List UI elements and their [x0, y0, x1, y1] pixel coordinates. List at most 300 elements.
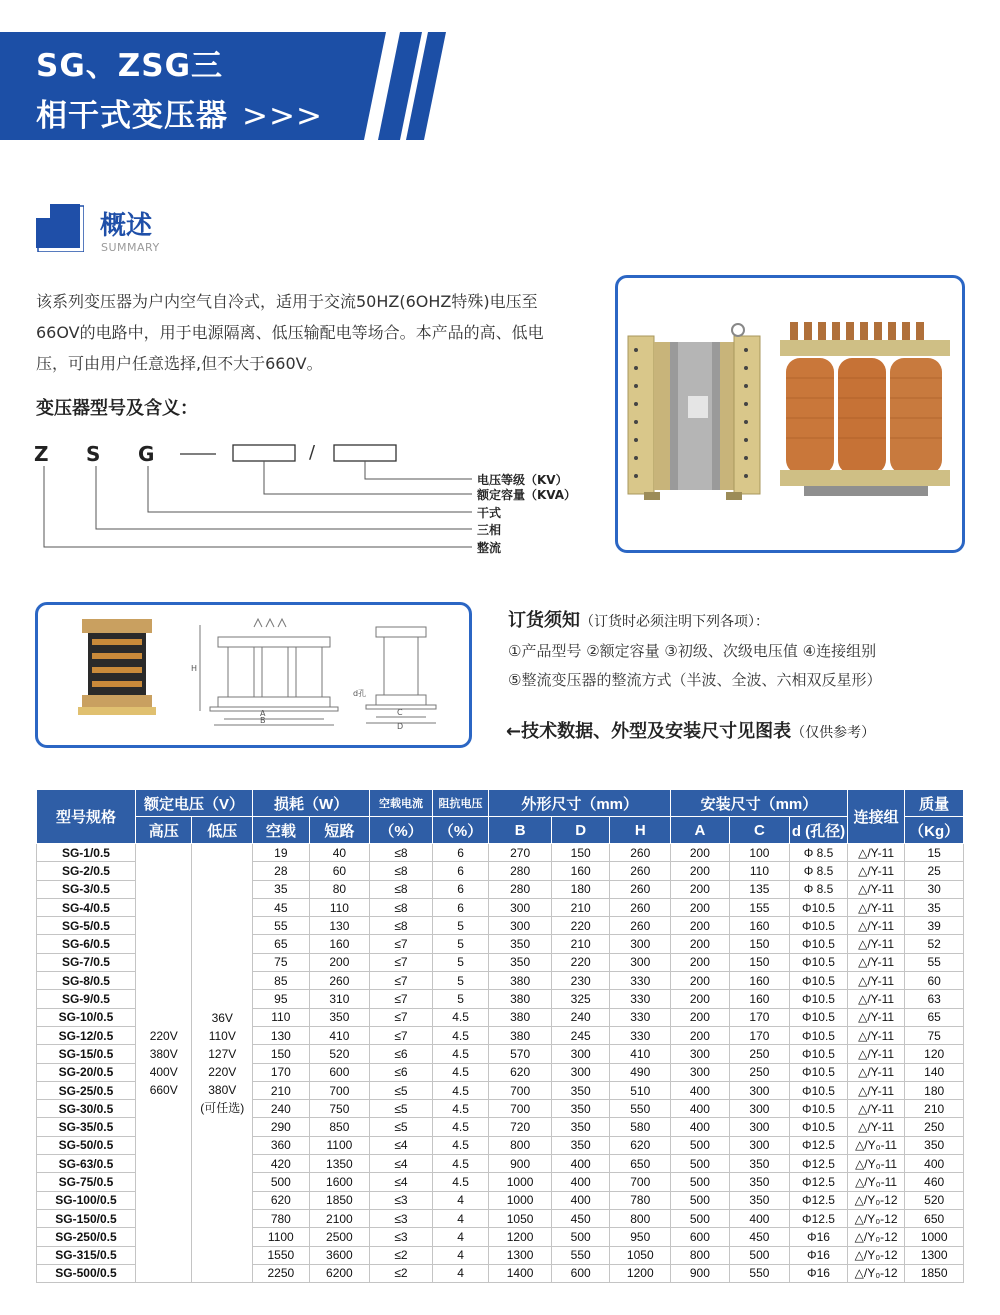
table-cell: 6	[432, 844, 489, 862]
table-cell: SG-9/0.5	[37, 990, 136, 1008]
table-cell: SG-63/0.5	[37, 1155, 136, 1173]
table-cell: ≤7	[370, 972, 433, 990]
table-cell: 200	[671, 898, 730, 916]
table-cell: 5	[432, 953, 489, 971]
table-header-row	[37, 790, 964, 817]
order-title-text: 订货须知	[508, 610, 580, 631]
table-cell: 290	[253, 1118, 310, 1136]
summary-line: 该系列变压器为户内空气自冷式，适用于交流50HZ(6OHZ特殊)电压至	[36, 292, 538, 311]
table-cell: 245	[551, 1026, 610, 1044]
table-cell: 550	[610, 1100, 671, 1118]
th-kg: （Kg）	[905, 817, 964, 844]
table-cell: △/Y-11	[847, 935, 905, 953]
th-mass: 质量	[905, 790, 964, 817]
table-cell: 65	[253, 935, 310, 953]
th-outline-size: 外形尺寸（mm）	[489, 790, 671, 817]
table-cell: 4	[432, 1228, 489, 1246]
table-cell: 1400	[489, 1264, 552, 1282]
table-cell: 4.5	[432, 1118, 489, 1136]
table-cell: Φ 8.5	[790, 844, 848, 862]
table-cell: ≤2	[370, 1246, 433, 1264]
table-cell: 350	[729, 1191, 790, 1209]
table-cell: 1000	[489, 1173, 552, 1191]
outline-drawing	[38, 605, 469, 745]
table-cell: 650	[610, 1155, 671, 1173]
table-cell: 30	[905, 880, 964, 898]
dim-label-a: A	[260, 709, 266, 718]
table-cell: SG-35/0.5	[37, 1118, 136, 1136]
table-cell: 850	[309, 1118, 370, 1136]
dim-label-d: D	[397, 722, 404, 731]
th-low-voltage: 低压	[192, 817, 253, 844]
table-cell: 110	[309, 898, 370, 916]
high-voltage-value: 400V	[149, 1065, 178, 1080]
table-cell: 260	[610, 898, 671, 916]
table-cell: 550	[551, 1246, 610, 1264]
table-cell: 6	[432, 880, 489, 898]
table-cell: 700	[309, 1081, 370, 1099]
table-cell: 120	[905, 1045, 964, 1063]
outline-drawing-frame	[35, 602, 472, 748]
banner-arrows: >>>	[242, 98, 323, 134]
table-cell: ≤3	[370, 1228, 433, 1246]
table-cell: Φ10.5	[790, 1100, 848, 1118]
table-cell: 4.5	[432, 1155, 489, 1173]
table-cell: 400	[671, 1118, 730, 1136]
table-cell: 45	[253, 898, 310, 916]
high-voltage-cell	[135, 844, 192, 1283]
banner-title-line1: SG、ZSG三	[36, 48, 224, 84]
table-cell: 300	[729, 1136, 790, 1154]
table-cell: 350	[729, 1173, 790, 1191]
table-cell: 4.5	[432, 1063, 489, 1081]
table-cell: 65	[905, 1008, 964, 1026]
table-cell: 210	[551, 935, 610, 953]
table-cell: 200	[671, 862, 730, 880]
th-high-voltage: 高压	[135, 817, 192, 844]
table-cell: 780	[253, 1209, 310, 1227]
table-cell: ≤4	[370, 1173, 433, 1191]
table-cell: 700	[489, 1081, 552, 1099]
table-cell: 400	[905, 1155, 964, 1173]
table-cell: 150	[551, 844, 610, 862]
table-cell: SG-150/0.5	[37, 1209, 136, 1227]
table-cell: 1050	[489, 1209, 552, 1227]
model-letter-z: Z	[34, 442, 49, 466]
table-cell: SG-1/0.5	[37, 844, 136, 862]
table-cell: 210	[253, 1081, 310, 1099]
table-cell: ≤8	[370, 880, 433, 898]
th-no-load: 空载	[253, 817, 310, 844]
table-cell: 200	[671, 844, 730, 862]
th-c: C	[729, 817, 790, 844]
table-cell: 260	[610, 917, 671, 935]
table-cell: ≤4	[370, 1136, 433, 1154]
table-cell: 155	[729, 898, 790, 916]
table-cell: 200	[671, 953, 730, 971]
table-cell: 300	[610, 935, 671, 953]
header-banner	[0, 32, 450, 140]
dim-label-h: H	[191, 664, 198, 673]
table-cell: SG-20/0.5	[37, 1063, 136, 1081]
low-voltage-value: 127V	[208, 1047, 237, 1062]
table-cell: 350	[309, 1008, 370, 1026]
table-row	[37, 844, 964, 862]
table-cell: Φ16	[790, 1246, 848, 1264]
table-cell: 900	[671, 1264, 730, 1282]
table-cell: △/Y-11	[847, 1045, 905, 1063]
table-cell: 600	[671, 1228, 730, 1246]
table-cell: 300	[610, 953, 671, 971]
dim-label-d-hole: d孔	[353, 689, 367, 698]
table-cell: Φ10.5	[790, 1063, 848, 1081]
table-cell: 150	[729, 953, 790, 971]
table-cell: 55	[253, 917, 310, 935]
table-cell: 460	[905, 1173, 964, 1191]
table-cell: SG-315/0.5	[37, 1246, 136, 1264]
table-cell: 570	[489, 1045, 552, 1063]
table-cell: 380	[489, 972, 552, 990]
table-cell: 60	[905, 972, 964, 990]
table-cell: 400	[671, 1100, 730, 1118]
table-cell: 550	[729, 1264, 790, 1282]
table-cell: 85	[253, 972, 310, 990]
table-cell: Φ 8.5	[790, 862, 848, 880]
table-cell: 580	[610, 1118, 671, 1136]
table-cell: 330	[610, 990, 671, 1008]
table-cell: 800	[610, 1209, 671, 1227]
table-cell: 300	[671, 1045, 730, 1063]
table-cell: 15	[905, 844, 964, 862]
table-cell: Φ10.5	[790, 1008, 848, 1026]
tech-data-note	[506, 717, 875, 743]
table-cell: 500	[253, 1173, 310, 1191]
table-cell: ≤5	[370, 1118, 433, 1136]
model-label-dry: 干式	[477, 506, 502, 520]
table-cell: △/Y₀-11	[847, 1173, 905, 1191]
table-cell: ≤6	[370, 1045, 433, 1063]
table-cell: △/Y₀-12	[847, 1264, 905, 1282]
table-cell: 1000	[905, 1228, 964, 1246]
table-cell: ≤8	[370, 844, 433, 862]
low-voltage-value: (可任选)	[200, 1101, 245, 1116]
table-cell: 4	[432, 1209, 489, 1227]
table-cell: 160	[551, 862, 610, 880]
table-cell: 5	[432, 935, 489, 953]
th-percent-2: （%）	[432, 817, 489, 844]
table-cell: 600	[309, 1063, 370, 1081]
table-cell: 520	[905, 1191, 964, 1209]
table-cell: 6	[432, 862, 489, 880]
table-cell: 220	[551, 917, 610, 935]
table-cell: 500	[551, 1228, 610, 1246]
table-cell: 240	[253, 1100, 310, 1118]
table-cell: 110	[253, 1008, 310, 1026]
table-cell: Φ12.5	[790, 1136, 848, 1154]
table-cell: 280	[489, 880, 552, 898]
table-cell: △/Y-11	[847, 880, 905, 898]
table-cell: SG-50/0.5	[37, 1136, 136, 1154]
table-cell: 250	[905, 1118, 964, 1136]
transformer-photo	[618, 278, 962, 550]
table-cell: ≤2	[370, 1264, 433, 1282]
table-cell: 500	[671, 1191, 730, 1209]
table-cell: 800	[489, 1136, 552, 1154]
table-cell: SG-100/0.5	[37, 1191, 136, 1209]
table-cell: 210	[905, 1100, 964, 1118]
th-b: B	[489, 817, 552, 844]
table-cell: 300	[551, 1045, 610, 1063]
low-voltage-cell	[192, 844, 253, 1283]
table-cell: Φ10.5	[790, 917, 848, 935]
table-cell: 350	[905, 1136, 964, 1154]
table-cell: 260	[610, 844, 671, 862]
th-loss: 损耗（W）	[253, 790, 370, 817]
table-cell: 6200	[309, 1264, 370, 1282]
table-cell: 4	[432, 1264, 489, 1282]
order-title-note: （订货时必须注明下列各项）：	[580, 614, 769, 630]
tech-data-text: ←技术数据、外型及安装尺寸见图表	[506, 721, 792, 742]
table-cell: 200	[671, 1008, 730, 1026]
table-cell: △/Y-11	[847, 1100, 905, 1118]
table-cell: ≤8	[370, 898, 433, 916]
table-cell: 4.5	[432, 1136, 489, 1154]
table-cell: ≤3	[370, 1191, 433, 1209]
table-cell: 200	[671, 1026, 730, 1044]
table-cell: 4	[432, 1246, 489, 1264]
table-cell: ≤4	[370, 1155, 433, 1173]
table-cell: 350	[489, 953, 552, 971]
th-hole-diameter: d (孔径)	[790, 817, 848, 844]
table-cell: 330	[610, 972, 671, 990]
table-cell: 200	[671, 990, 730, 1008]
table-cell: 170	[729, 1008, 790, 1026]
table-cell: 130	[253, 1026, 310, 1044]
table-cell: 300	[489, 917, 552, 935]
table-cell: ≤8	[370, 862, 433, 880]
order-item-line: ①产品型号 ②额定容量 ③初级、次级电压值 ④连接组别	[508, 642, 877, 660]
table-cell: Φ10.5	[790, 990, 848, 1008]
table-cell: 410	[309, 1026, 370, 1044]
table-cell: 95	[253, 990, 310, 1008]
table-cell: 1300	[489, 1246, 552, 1264]
table-cell: 310	[309, 990, 370, 1008]
table-cell: 1200	[489, 1228, 552, 1246]
table-cell: 180	[905, 1081, 964, 1099]
table-cell: 260	[610, 862, 671, 880]
table-cell: 39	[905, 917, 964, 935]
table-cell: ≤5	[370, 1100, 433, 1118]
th-d: D	[551, 817, 610, 844]
model-slash: /	[309, 442, 316, 463]
table-cell: Φ 8.5	[790, 880, 848, 898]
tech-data-note-small: （仅供参考）	[791, 725, 876, 741]
table-cell: △/Y₀-12	[847, 1191, 905, 1209]
table-cell: 450	[551, 1209, 610, 1227]
table-cell: 75	[905, 1026, 964, 1044]
table-cell: SG-2/0.5	[37, 862, 136, 880]
table-cell: 350	[489, 935, 552, 953]
table-cell: 75	[253, 953, 310, 971]
table-cell: ≤7	[370, 1026, 433, 1044]
model-meaning-title: 变压器型号及含义：	[36, 398, 198, 419]
table-cell: ≤7	[370, 935, 433, 953]
th-install-size: 安装尺寸（mm）	[671, 790, 848, 817]
th-h: H	[610, 817, 671, 844]
table-cell: 5	[432, 990, 489, 1008]
table-cell: 300	[729, 1100, 790, 1118]
table-cell: 3600	[309, 1246, 370, 1264]
table-cell: 4.5	[432, 1081, 489, 1099]
table-cell: 5	[432, 972, 489, 990]
table-cell: 2500	[309, 1228, 370, 1246]
table-cell: △/Y-11	[847, 1008, 905, 1026]
table-cell: 500	[729, 1246, 790, 1264]
table-cell: ≤8	[370, 917, 433, 935]
dim-label-b: B	[260, 716, 266, 725]
table-cell: 4.5	[432, 1100, 489, 1118]
table-cell: 620	[489, 1063, 552, 1081]
table-cell: 620	[610, 1136, 671, 1154]
table-cell: 200	[671, 972, 730, 990]
th-rated-voltage: 额定电压（V）	[135, 790, 252, 817]
table-cell: Φ12.5	[790, 1191, 848, 1209]
table-cell: 1600	[309, 1173, 370, 1191]
table-cell: 160	[729, 917, 790, 935]
table-cell: △/Y₀-11	[847, 1136, 905, 1154]
low-voltage-value: 36V	[211, 1011, 233, 1026]
low-voltage-value: 380V	[208, 1083, 237, 1098]
table-cell: SG-6/0.5	[37, 935, 136, 953]
table-cell: 500	[671, 1173, 730, 1191]
table-cell: Φ10.5	[790, 1026, 848, 1044]
table-cell: 55	[905, 953, 964, 971]
product-photo-frame	[615, 275, 965, 553]
table-cell: Φ12.5	[790, 1173, 848, 1191]
high-voltage-value: 380V	[149, 1047, 178, 1062]
table-cell: △/Y-11	[847, 1081, 905, 1099]
table-cell: △/Y-11	[847, 972, 905, 990]
table-cell: 4.5	[432, 1045, 489, 1063]
table-cell: △/Y₀-12	[847, 1246, 905, 1264]
table-cell: 400	[551, 1191, 610, 1209]
table-cell: 4.5	[432, 1008, 489, 1026]
table-cell: 300	[489, 898, 552, 916]
table-cell: 400	[551, 1155, 610, 1173]
summary-subtitle: SUMMARY	[101, 241, 160, 254]
table-cell: △/Y-11	[847, 898, 905, 916]
table-cell: 1050	[610, 1246, 671, 1264]
table-cell: 35	[253, 880, 310, 898]
table-cell: 210	[551, 898, 610, 916]
table-cell: 170	[729, 1026, 790, 1044]
table-cell: 600	[551, 1264, 610, 1282]
table-cell: Φ12.5	[790, 1209, 848, 1227]
table-cell: 350	[551, 1081, 610, 1099]
banner-title-line2	[36, 90, 323, 135]
th-impedance-voltage: 阻抗电压	[432, 790, 489, 817]
spec-table-body	[37, 844, 964, 1283]
table-cell: 63	[905, 990, 964, 1008]
table-cell: 450	[729, 1228, 790, 1246]
table-cell: △/Y-11	[847, 1118, 905, 1136]
table-cell: 270	[489, 844, 552, 862]
table-cell: 4.5	[432, 1173, 489, 1191]
table-cell: 420	[253, 1155, 310, 1173]
table-cell: 950	[610, 1228, 671, 1246]
table-cell: 1850	[905, 1264, 964, 1282]
summary-title: 概述	[100, 211, 153, 241]
table-cell: 720	[489, 1118, 552, 1136]
model-letter-g: G	[138, 442, 155, 466]
table-cell: ≤7	[370, 1008, 433, 1026]
table-cell: Φ10.5	[790, 972, 848, 990]
table-cell: 330	[610, 1026, 671, 1044]
table-cell: Φ16	[790, 1264, 848, 1282]
table-cell: 35	[905, 898, 964, 916]
table-cell: 510	[610, 1081, 671, 1099]
spec-table	[36, 789, 964, 1283]
table-cell: 40	[309, 844, 370, 862]
table-cell: 280	[489, 862, 552, 880]
table-cell: 300	[729, 1118, 790, 1136]
table-cell: 325	[551, 990, 610, 1008]
table-cell: 380	[489, 1026, 552, 1044]
table-cell: 900	[489, 1155, 552, 1173]
th-a: A	[671, 817, 730, 844]
table-cell: 350	[551, 1136, 610, 1154]
table-cell: 150	[253, 1045, 310, 1063]
table-cell: 1100	[253, 1228, 310, 1246]
table-cell: 300	[551, 1063, 610, 1081]
table-cell: 160	[729, 990, 790, 1008]
table-cell: △/Y₀-12	[847, 1228, 905, 1246]
table-cell: △/Y-11	[847, 953, 905, 971]
summary-text	[36, 286, 596, 379]
table-cell: ≤7	[370, 990, 433, 1008]
th-connection-group: 连接组	[847, 790, 905, 844]
table-cell: 1100	[309, 1136, 370, 1154]
table-cell: 1850	[309, 1191, 370, 1209]
table-cell: 4	[432, 1191, 489, 1209]
table-cell: 200	[671, 935, 730, 953]
table-cell: 800	[671, 1246, 730, 1264]
table-cell: 1300	[905, 1246, 964, 1264]
high-voltage-value: 220V	[149, 1029, 178, 1044]
table-cell: △/Y₀-12	[847, 1209, 905, 1227]
table-cell: 400	[671, 1081, 730, 1099]
table-cell: 52	[905, 935, 964, 953]
table-cell: 780	[610, 1191, 671, 1209]
summary-mark-icon	[36, 204, 84, 252]
table-cell: 400	[729, 1209, 790, 1227]
table-cell: Φ16	[790, 1228, 848, 1246]
table-cell: Φ10.5	[790, 953, 848, 971]
table-cell: SG-5/0.5	[37, 917, 136, 935]
order-item-line: ⑤整流变压器的整流方式（半波、全波、六相双反星形）	[508, 671, 882, 689]
table-cell: △/Y-11	[847, 990, 905, 1008]
table-cell: 140	[905, 1063, 964, 1081]
table-cell: 160	[309, 935, 370, 953]
table-cell: SG-10/0.5	[37, 1008, 136, 1026]
table-cell: 520	[309, 1045, 370, 1063]
table-cell: 410	[610, 1045, 671, 1063]
table-cell: SG-4/0.5	[37, 898, 136, 916]
th-no-load-current: 空载电流	[370, 790, 433, 817]
table-cell: 250	[729, 1045, 790, 1063]
table-cell: SG-15/0.5	[37, 1045, 136, 1063]
table-cell: 330	[610, 1008, 671, 1026]
